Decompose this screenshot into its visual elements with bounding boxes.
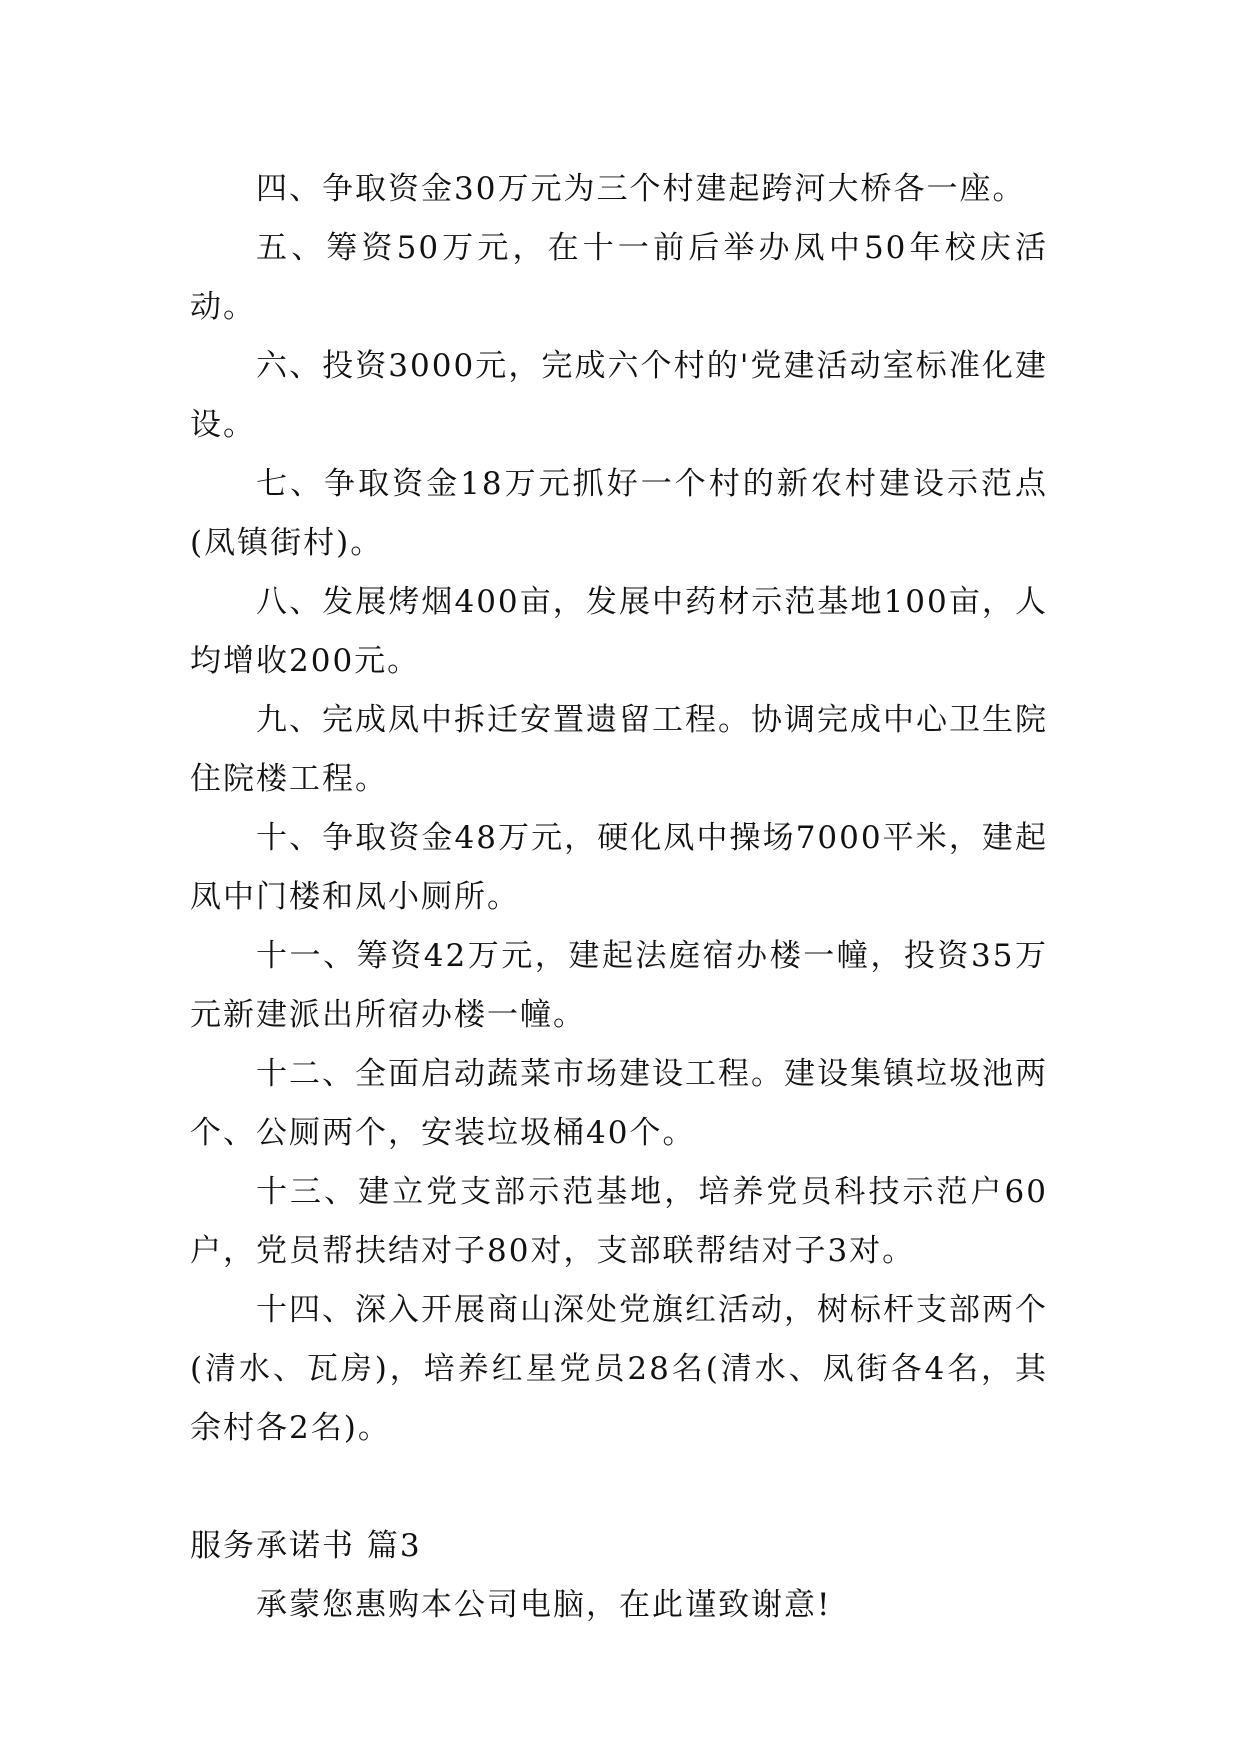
paragraph-item-7: 七、争取资金18万元抓好一个村的新农村建设示范点(凤镇街村)。: [190, 466, 1048, 561]
paragraph-item-8: 八、发展烤烟400亩，发展中药材示范基地100亩，人均增收200元。: [190, 584, 1048, 679]
section-heading: 服务承诺书 篇3: [190, 1528, 422, 1564]
paragraph-item-14: 十四、深入开展商山深处党旗红活动，树标杆支部两个(清水、瓦房)，培养红星党员28名(清水、凤街各4名，其余村各2名)。: [190, 1292, 1048, 1446]
paragraph-item-6: 六、投资3000元，完成六个村的'党建活动室标准化建设。: [190, 348, 1048, 443]
paragraph-item-12: 十二、全面启动蔬菜市场建设工程。建设集镇垃圾池两个、公厕两个，安装垃圾桶40个。: [190, 1056, 1048, 1151]
paragraph-item-13: 十三、建立党支部示范基地，培养党员科技示范户60户，党员帮扶结对子80对，支部联帮结对子3对。: [190, 1174, 1048, 1269]
section-first-paragraph: 承蒙您惠购本公司电脑，在此谨致谢意!: [256, 1587, 832, 1623]
paragraph-item-10: 十、争取资金48万元，硬化凤中操场7000平米，建起凤中门楼和凤小厕所。: [190, 820, 1048, 915]
paragraph-item-9: 九、完成凤中拆迁安置遗留工程。协调完成中心卫生院住院楼工程。: [190, 702, 1048, 797]
paragraph-item-5: 五、筹资50万元，在十一前后举办凤中50年校庆活动。: [190, 230, 1048, 325]
paragraph-item-11: 十一、筹资42万元，建起法庭宿办楼一幢，投资35万元新建派出所宿办楼一幢。: [190, 938, 1048, 1033]
paragraph-item-4: 四、争取资金30万元为三个村建起跨河大桥各一座。: [256, 171, 1026, 207]
document-body: [190, 160, 1048, 1635]
